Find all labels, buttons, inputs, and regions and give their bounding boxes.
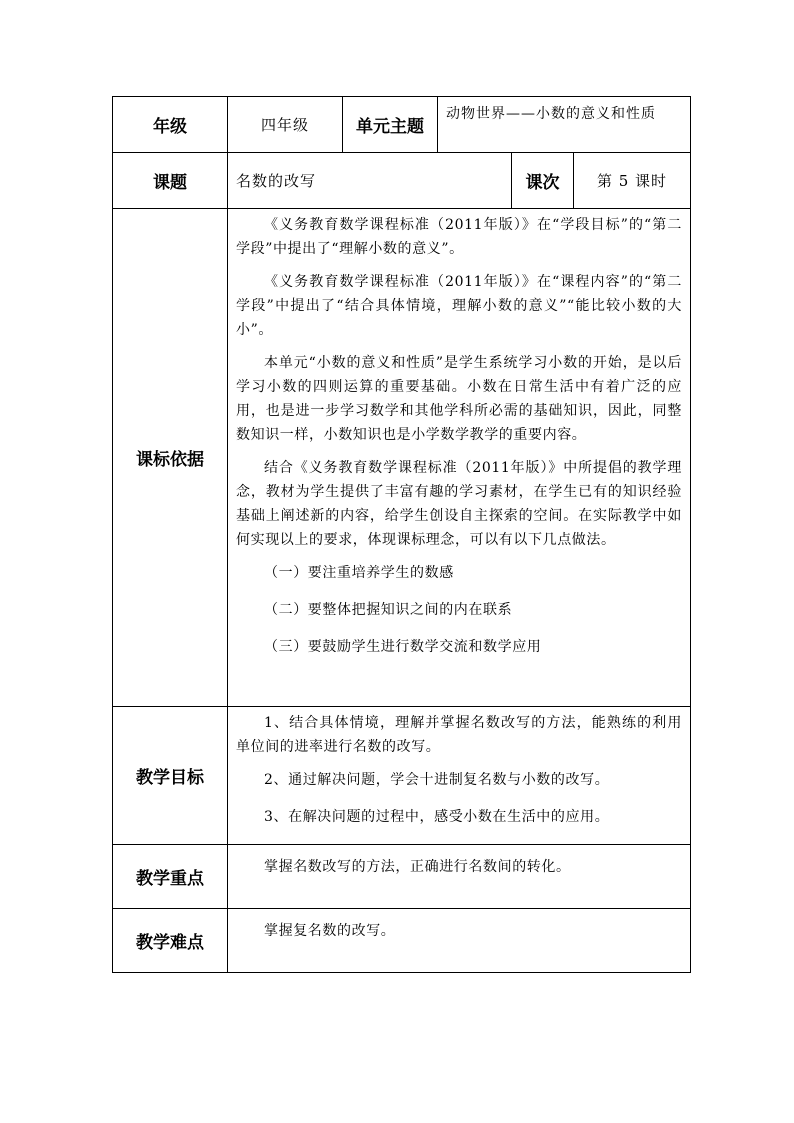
objective-item: 3、在解决问题的过程中，感受小数在生活中的应用。 [264,809,610,825]
session-label: 课次 [512,153,574,209]
basis-item: （三）要鼓励学生进行数学交流和数学应用 [264,639,542,655]
basis-item: （一）要注重培养学生的数感 [264,565,454,581]
difficulties-text: 掌握复名数的改写。 [264,923,396,939]
difficulties-label: 教学难点 [113,909,228,973]
grade-value: 四年级 [228,97,343,153]
basis-content [228,209,691,707]
basis-paragraph: 《义务教育数学课程标准（2011年版）》在“课程内容”的“第二学段”中提出了“结合具体情境，理解小数的意义”“能比较小数的大小”。 [236,274,682,338]
grade-label: 年级 [113,97,228,153]
row-key-points [113,845,691,909]
basis-label: 课标依据 [113,209,228,707]
lesson-title-label: 课题 [113,153,228,209]
objective-item: 1、结合具体情境，理解并掌握名数改写的方法，能熟练的利用单位间的进率进行名数的改写。 [236,715,682,755]
objectives-label: 教学目标 [113,707,228,845]
objectives-content [228,707,691,845]
objective-item: 2、通过解决问题，学会十进制复名数与小数的改写。 [264,772,610,788]
unit-label: 单元主题 [343,97,438,153]
difficulties-content [228,909,691,973]
key-points-label: 教学重点 [113,845,228,909]
unit-value: 动物世界——小数的意义和性质 [438,97,691,153]
basis-item: （二）要整体把握知识之间的内在联系 [264,602,513,618]
basis-paragraph: 《义务教育数学课程标准（2011年版）》在“学段目标”的“第二学段”中提出了“理解小数的意义”。 [236,217,682,257]
row-grade [113,97,691,153]
row-basis [113,209,691,707]
basis-paragraph: 本单元“小数的意义和性质”是学生系统学习小数的开始，是以后学习小数的四则运算的重要基础。小数在日常生活中有着广泛的应用，也是进一步学习数学和其他学科所必需的基础知识，因此，同整数知识一样，小数知识也是小学数学教学的重要内容。 [236,355,682,443]
basis-paragraph: 结合《义务教育数学课程标准（2011年版）》中所提倡的教学理念，教材为学生提供了丰富有趣的学习素材，在学生已有的知识经验基础上阐述新的内容，给学生创设自主探索的空间。在实际教学中如何实现以上的要求，体现课标理念，可以有以下几点做法。 [236,460,682,548]
row-objectives [113,707,691,845]
row-lesson [113,153,691,209]
lesson-plan-table [112,96,691,973]
row-difficulties [113,909,691,973]
key-points-content [228,845,691,909]
lesson-title-value: 名数的改写 [228,153,512,209]
key-points-text: 掌握名数改写的方法，正确进行名数间的转化。 [264,859,571,875]
session-value: 第 5 课时 [574,153,691,209]
